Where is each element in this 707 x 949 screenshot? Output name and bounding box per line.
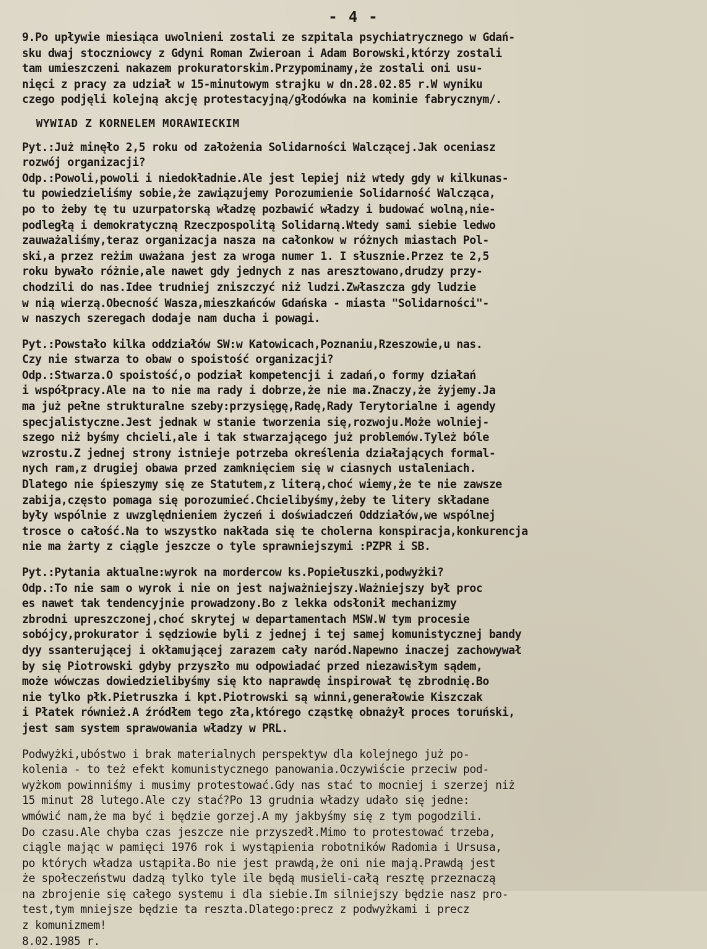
intro-paragraph xyxy=(22,30,686,108)
answer-line: w nią wierzą.Obecność Wasza,mieszkańców Gdańska - miasta "Solidarności"- xyxy=(22,296,489,310)
question xyxy=(22,337,686,368)
document-date: 8.02.1985 r. xyxy=(22,934,100,948)
answer-line: zabija,często pomaga się porozumieć.Chcielibyśmy,żeby te litery składane xyxy=(22,493,489,507)
answer-line: es nawet tak tendencyjnie prowadzony.Bo z lekka odsłonił mechanizmy xyxy=(22,597,457,611)
answer-line: może wówczas dowiedzielibyśmy się kto naprawdę inspirował tę zbrodnię.Bo xyxy=(22,675,489,689)
closing-line: Do czasu.Ale chyba czas jeszcze nie przyszedł.Mimo to protestować trzeba, xyxy=(22,825,496,839)
closing-line: na zbrojenie się całego systemu i dla siebie.Im silniejszy będzie nasz pro- xyxy=(22,887,509,901)
closing-line: 15 minut 28 lutego.Ale czy stać?Po 13 grudnia władzy udało się jedne: xyxy=(22,794,470,808)
closing-line: po których władza ustąpiła.Bo nie jest prawdą,że oni nie mają.Prawdą jest xyxy=(22,856,496,870)
answer-line: Odp.:Powoli,powoli i niedokładnie.Ale jest lepiej niż wtedy gdy w kilkunas- xyxy=(22,171,509,185)
answer-line: wzrostu.Z jednej strony istnieje potrzeba określenia działających formal- xyxy=(22,446,496,460)
interview-qa xyxy=(22,140,686,737)
answer xyxy=(22,368,686,555)
answer-line: dyy ssanterującej i okłamującej zarazem cały naród.Napewno inaczej zachowywał xyxy=(22,643,522,657)
answer-line: były wspólnie z uwzględnieniem życzeń i doświadczeń Oddziałów,we wspólnej xyxy=(22,509,496,523)
closing-line: kolenia - to też efekt komunistycznego panowania.Oczywiście przeciw pod- xyxy=(22,763,489,777)
answer-line: tu powiedzieliśmy sobie,że zawiązujemy Porozumienie Solidarność Walcząca, xyxy=(22,187,496,201)
answer-line: by się Piotrowski gdyby przyszło mu odpowiadać przed niezawisłym sądem, xyxy=(22,659,483,673)
question-line: Pyt.:Pytania aktualne:wyrok na mordercow ks.Popiełuszki,podwyżki? xyxy=(22,566,444,579)
answer-line: po to żeby tę tu uzurpatorską władzę pozbawić władzy i budować wolną,nie- xyxy=(22,202,496,216)
question-line: Pyt.:Powstało kilka oddziałów SW:w Katowicach,Poznaniu,Rzeszowie,u nas. xyxy=(22,337,483,351)
answer-line: ma już pełne strukturalne szeby:przysięgę,Radę,Rady Terytorialne i agendy xyxy=(22,400,496,414)
answer-line: Odp.:To nie sam o wyrok i nie on jest najważniejszy.Ważniejszy był proc xyxy=(22,581,483,595)
closing-line: Podwyżki,ubóstwo i brak materialnych perspektyw dla kolejnego już po- xyxy=(22,747,470,761)
question-line: Pyt.:Już minęło 2,5 roku od założenia Solidarności Walczącej.Jak oceniasz xyxy=(22,140,496,154)
qa-block xyxy=(22,565,686,737)
closing-line: ciągle mając w pamięci 1976 rok i wystąpienia robotników Radomia i Ursusa, xyxy=(22,841,502,855)
answer-line: szego niż byśmy chcieli,ale i tak stwarzającego już problemów.Tyleż bóle xyxy=(22,431,489,445)
answer-line: sobójcy,prokurator i sędziowie byli z jednej i tej samej komunistycznej bandy xyxy=(22,628,522,642)
qa-block xyxy=(22,140,686,327)
answer-line: i współpracy.Ale na to nie ma rady i dobrze,że nie ma.Znaczy,że żyjemy.Ja xyxy=(22,384,496,398)
answer-line: Odp.:Stwarza.O spoistość,o podział kompetencji i zadań,o formy działań xyxy=(22,368,476,382)
answer-line: nie tylko płk.Pietruszka i kpt.Piotrowski są winni,generałowie Kiszczak xyxy=(22,690,483,704)
intro-line: sku dwaj stoczniowcy z Gdyni Roman Zwieroan i Adam Borowski,którzy zostali xyxy=(22,46,502,60)
qa-block xyxy=(22,337,686,555)
answer-line: nych ram,z drugiej obawa przed zamknięciem się w ciasnych ustaleniach. xyxy=(22,462,476,476)
intro-line: tam umieszczeni nakazem prokuratorskim.Przypominamy,że zostali oni usu- xyxy=(22,62,483,76)
question xyxy=(22,565,686,581)
answer-line: zauważaliśmy,teraz organizacja nasza na całonkow w różnych miastach Pol- xyxy=(22,234,489,248)
question xyxy=(22,140,686,171)
answer-line: podległą i demokratyczną Rzeczpospolitą Solidarną.Wtedy sami siebie ledwo xyxy=(22,218,496,232)
answer-line: roku bywało różnie,ale nawet gdy jednych z nas aresztowano,drudzy przy- xyxy=(22,265,483,279)
closing-line: z komunizmem! xyxy=(22,919,107,933)
answer-line: specjalistyczne.Jest jednak w stanie tworzenia się,rozwoju.Może wolniej- xyxy=(22,415,489,429)
answer-line: trosce o całość.Na to wszystko nakłada się te cholerna konspiracja,konkurencja xyxy=(22,524,528,538)
closing-paragraph xyxy=(22,747,686,934)
answer-line: i Płatek również.A źródłem tego zła,którego cząstkę obnażył proces toruński, xyxy=(22,706,515,720)
closing-line: wyżkom powinniśmy i musimy protestować.Gdy nas stać to mocniej i szerzej niż xyxy=(22,778,515,792)
answer xyxy=(22,581,686,737)
answer-line: w naszych szeregach dodaje nam ducha i powagi. xyxy=(22,312,321,326)
answer-line: ski,a przez reżim uważana jest za wroga numer 1. I słusznie.Przez te 2,5 xyxy=(22,249,489,263)
intro-line: czego podjęli kolejną akcję protestacyjną/głodówka na kominie fabrycznym/. xyxy=(22,93,502,107)
closing-line: test,tym mniejsze będzie ta reszta.Dlatego:precz z podwyżkami i precz xyxy=(22,903,470,917)
intro-line: nięci z pracy za udział w 15-minutowym strajku w dn.28.02.85 r.W wyniku xyxy=(22,77,483,91)
answer-line: chodzili do nas.Idee trudniej zniszczyć niż ludzi.Zwłaszcza gdy ludzie xyxy=(22,280,476,294)
answer xyxy=(22,171,686,327)
intro-line: 9.Po upływie miesiąca uwolnieni zostali ze szpitala psychiatrycznego w Gdań- xyxy=(22,31,515,44)
interview-heading: WYWIAD Z KORNELEM MORAWIECKIM xyxy=(36,116,240,130)
answer-line: jest sam system sprawowania władzy w PRL. xyxy=(22,721,288,735)
answer-line: Dlatego nie śpieszymy się ze Statutem,z literą,choć wiemy,że te nie zawsze xyxy=(22,478,502,492)
closing-line: że społeczeństwu dadzą tylko tyle ile będą musieli-całą resztę przeznaczą xyxy=(22,872,496,886)
answer-line: nie ma żarty z ciągle jeszcze o tyle sprawniejszymi :PZPR i SB. xyxy=(22,540,431,554)
question-line: rozwój organizacji? xyxy=(22,156,146,170)
answer-line: zbrodni upreszczonej,choć skrytej w departamentach MSW.W tym procesie xyxy=(22,612,470,626)
page-number: - 4 - xyxy=(328,8,379,26)
closing-line: wmówić nam,że ma być i będzie gorzej.A my jakbyśmy się z tym pogodzili. xyxy=(22,809,483,823)
document-body xyxy=(22,30,686,949)
question-line: Czy nie stwarza to obaw o spoistość organizacji? xyxy=(22,353,334,367)
